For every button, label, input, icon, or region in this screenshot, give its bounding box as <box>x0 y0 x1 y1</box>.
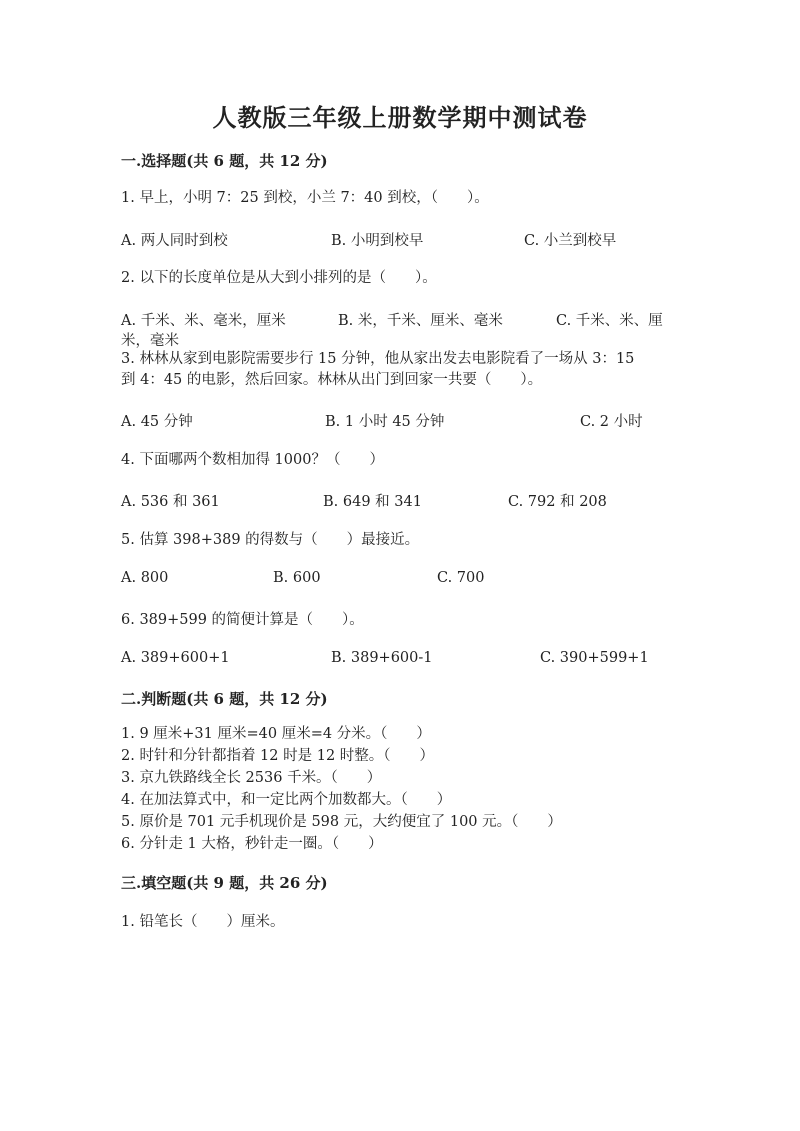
option-b: B. 米，千米、厘米、毫米 <box>338 313 503 329</box>
option-a: A. 45 分钟 <box>121 414 193 430</box>
option-b: B. 600 <box>273 570 321 586</box>
question-stem-continued: 到 4：45 的电影，然后回家。林林从出门到回家一共要（ ）。 <box>121 372 543 388</box>
judgment-item: 6. 分针走 1 大格，秒针走一圈。（ ） <box>121 836 383 852</box>
option-b: B. 389+600-1 <box>331 650 433 666</box>
option-b: B. 649 和 341 <box>323 494 422 510</box>
option-c: C. 700 <box>437 570 485 586</box>
judgment-item: 3. 京九铁路线全长 2536 千米。（ ） <box>121 770 382 786</box>
option-c: C. 千米、米、厘 <box>556 313 663 329</box>
option-b: B. 小明到校早 <box>331 233 424 249</box>
option-c: C. 小兰到校早 <box>524 233 617 249</box>
question-stem: 5. 估算 398+389 的得数与（ ）最接近。 <box>121 532 420 548</box>
option-a: A. 千米、米、毫米，厘米 <box>121 313 286 329</box>
option-a: A. 389+600+1 <box>121 650 230 666</box>
option-c: C. 792 和 208 <box>508 494 607 510</box>
judgment-item: 5. 原价是 701 元手机现价是 598 元，大约便宜了 100 元。（ ） <box>121 814 562 830</box>
question-stem: 3. 林林从家到电影院需要步行 15 分钟，他从家出发去电影院看了一场从 3：15 <box>121 351 635 367</box>
question-stem: 6. 389+599 的简便计算是（ ）。 <box>121 612 364 628</box>
section-heading-judgment: 二.判断题(共 6 题，共 12 分) <box>121 690 328 708</box>
option-b: B. 1 小时 45 分钟 <box>325 414 445 430</box>
option-a: A. 536 和 361 <box>121 494 220 510</box>
section-heading-choice: 一.选择题(共 6 题，共 12 分) <box>121 152 328 170</box>
option-c-continued: 米，毫米 <box>121 333 179 349</box>
fill-in-item: 1. 铅笔长（ ）厘米。 <box>121 914 285 930</box>
question-stem: 1. 早上，小明 7：25 到校，小兰 7：40 到校，（ ）。 <box>121 190 489 206</box>
option-a: A. 800 <box>121 570 169 586</box>
exam-title: 人教版三年级上册数学期中测试卷 <box>212 103 588 132</box>
option-c: C. 2 小时 <box>580 414 643 430</box>
judgment-item: 1. 9 厘米+31 厘米=40 厘米=4 分米。（ ） <box>121 726 431 742</box>
question-stem: 4. 下面哪两个数相加得 1000？（ ） <box>121 452 384 468</box>
option-a: A. 两人同时到校 <box>121 233 228 249</box>
question-stem: 2. 以下的长度单位是从大到小排列的是（ ）。 <box>121 270 437 286</box>
judgment-item: 2. 时针和分针都指着 12 时是 12 时整。（ ） <box>121 748 435 764</box>
section-heading-fill-in: 三.填空题(共 9 题，共 26 分) <box>121 874 328 892</box>
option-c: C. 390+599+1 <box>540 650 649 666</box>
judgment-item: 4. 在加法算式中，和一定比两个加数都大。（ ） <box>121 792 452 808</box>
